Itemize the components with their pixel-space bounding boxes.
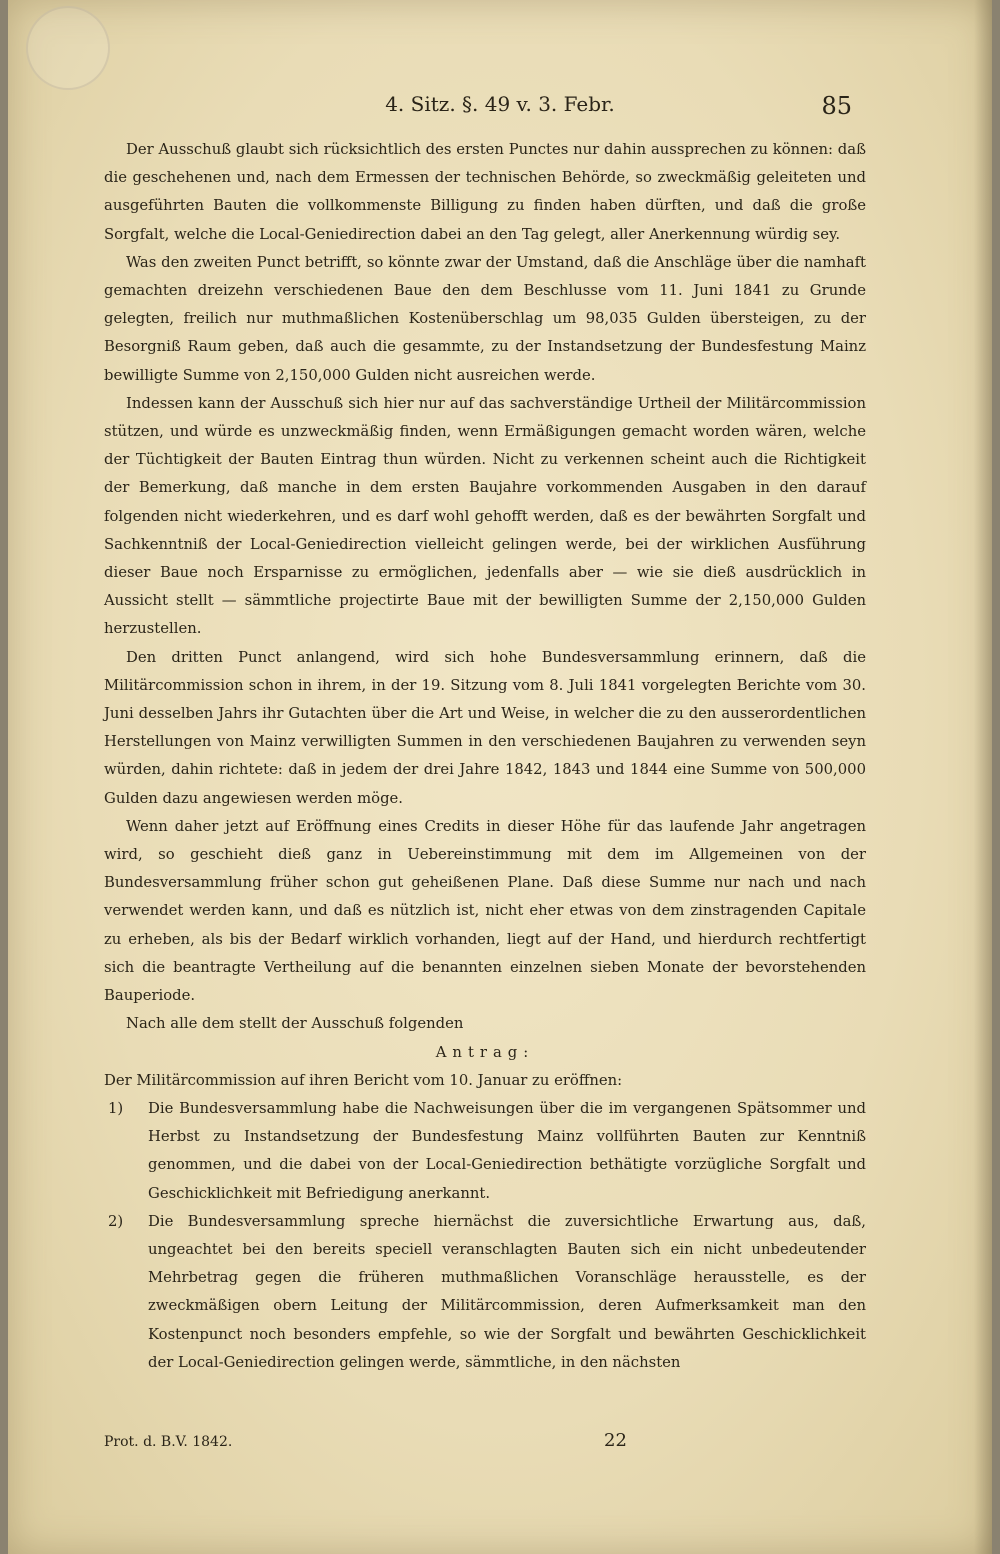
item-text: Die Bundesversammlung spreche hiernächst die zuversichtliche Erwartung aus, daß, ungeachtet bei den bereits speciell veranschlagten Bauten sich ein nicht unbedeutender Mehrbetrag gegen die früheren muthmaßlichen Voranschläge herausstelle, es der zweckmäßigen obern Leitung der Militärcommission, deren Aufmerksamkeit man den Kostenpunct noch besonders empfehle, so wie der Sorgfalt und bewährten Geschicklichkeit der Local-Geniedirection gelingen werde, sämmtliche, in den nächsten: [148, 1212, 866, 1371]
page-header: [8, 92, 992, 124]
antrag-intro: Der Militärcommission auf ihren Bericht vom 10. Januar zu eröffnen:: [104, 1071, 623, 1089]
running-title: 4. Sitz. §. 49 v. 3. Febr.: [385, 92, 615, 116]
page-footer: [104, 1430, 866, 1456]
paragraph-5: Wenn daher jetzt auf Eröffnung eines Credits in dieser Höhe für das laufende Jahr angetragen wird, so geschieht dieß ganz in Uebereinstimmung mit dem im Allgemeinen von der Bundesversammlung früher schon gut geheißenen Plane. Daß diese Summe nur nach und nach verwendet werden kann, und daß es nützlich ist, nicht eher etwas von dem zinstragenden Capitale zu erheben, als bis der Bedarf wirklich vorhanden, liegt auf der Hand, und hierdurch rechtfertigt sich die beantragte Vertheilung auf die benannten einzelnen sieben Monate der bevorstehenden Bauperiode.: [104, 817, 866, 1005]
item-text: Die Bundesversammlung habe die Nachweisungen über die im vergangenen Spätsommer und Herbst zu Instandsetzung der Bundesfestung Mainz vollführten Bauten zur Kenntniß genommen, und die dabei von der Local-Geniedirection bethätigte vorzügliche Sorgfalt und Geschicklichkeit mit Befriedigung anerkannt.: [148, 1099, 866, 1202]
antrag-item-2: [104, 1208, 866, 1377]
page-edge-shadow: [974, 0, 992, 1554]
item-number: 1): [108, 1099, 124, 1117]
paragraph-3: Indessen kann der Ausschuß sich hier nur auf das sachverständige Urtheil der Militärcommission stützen, und würde es unzweckmäßig finden, wenn Ermäßigungen gemacht worden wären, welche der Tüchtigkeit der Bauten Eintrag thun würden. Nicht zu verkennen scheint auch die Richtigkeit der Bemerkung, daß manche in dem ersten Baujahre vorkommenden Ausgaben in den darauf folgenden nicht wiederkehren, und es darf wohl gehofft werden, daß es der bewährten Sorgfalt und Sachkenntniß der Local-Geniedirection vielleicht gelingen werde, bei der wirklichen Ausführung dieser Baue noch Ersparnisse zu ermöglichen, jedenfalls aber — wie sie dieß ausdrücklich in Aussicht stellt — sämmtliche projectirte Baue mit der bewilligten Summe der 2,150,000 Gulden herzustellen.: [104, 394, 866, 638]
paragraph-6: Nach alle dem stellt der Ausschuß folgenden: [126, 1015, 464, 1033]
antrag-item-1: [104, 1095, 866, 1208]
paragraph-1: Der Ausschuß glaubt sich rücksichtlich des ersten Punctes nur dahin aussprechen zu können: daß die geschehenen und, nach dem Ermessen der technischen Behörde, so zweckmäßig geleiteten und ausgeführten Bauten die vollkommenste Billigung zu finden haben dürften, und daß die große Sorgfalt, welche die Local-Geniedirection dabei an den Tag gelegt, aller Anerkennung würdig sey.: [104, 141, 866, 243]
paragraph-4: Den dritten Punct anlangend, wird sich hohe Bundesversammlung erinnern, daß die Militärcommission schon in ihrem, in der 19. Sitzung vom 8. Juli 1841 vorgelegten Berichte vom 30. Juni desselben Jahrs ihr Gutachten über die Art und Weise, in welcher die zu den ausserordentlichen Herstellungen von Mainz verwilligten Summen in den verschiedenen Baujahren zu verwenden seyn würden, dahin richtete: daß in jedem der drei Jahre 1842, 1843 und 1844 eine Summe von 500,000 Gulden dazu angewiesen werden möge.: [104, 648, 866, 807]
antrag-heading: Antrag:: [435, 1043, 535, 1061]
item-number: 2): [108, 1212, 124, 1230]
page-number: 85: [821, 92, 852, 120]
signature-mark: 22: [604, 1430, 627, 1451]
paragraph-2: Was den zweiten Punct betrifft, so könnte zwar der Umstand, daß die Anschläge über die namhaft gemachten dreizehn verschiedenen Baue den dem Beschlusse vom 11. Juni 1841 zu Grunde gelegten, freilich nur muthmaßlichen Kostenüberschlag um 98,035 Gulden übersteigen, zu der Besorgniß Raum geben, daß auch die gesammte, zu der Instandsetzung der Bundesfestung Mainz bewilligte Summe von 2,150,000 Gulden nicht ausreichen werde.: [104, 253, 866, 384]
footer-reference: Prot. d. B.V. 1842.: [104, 1434, 233, 1450]
book-page: [8, 0, 992, 1554]
page-body: [104, 136, 866, 1377]
library-stamp: [26, 6, 110, 90]
